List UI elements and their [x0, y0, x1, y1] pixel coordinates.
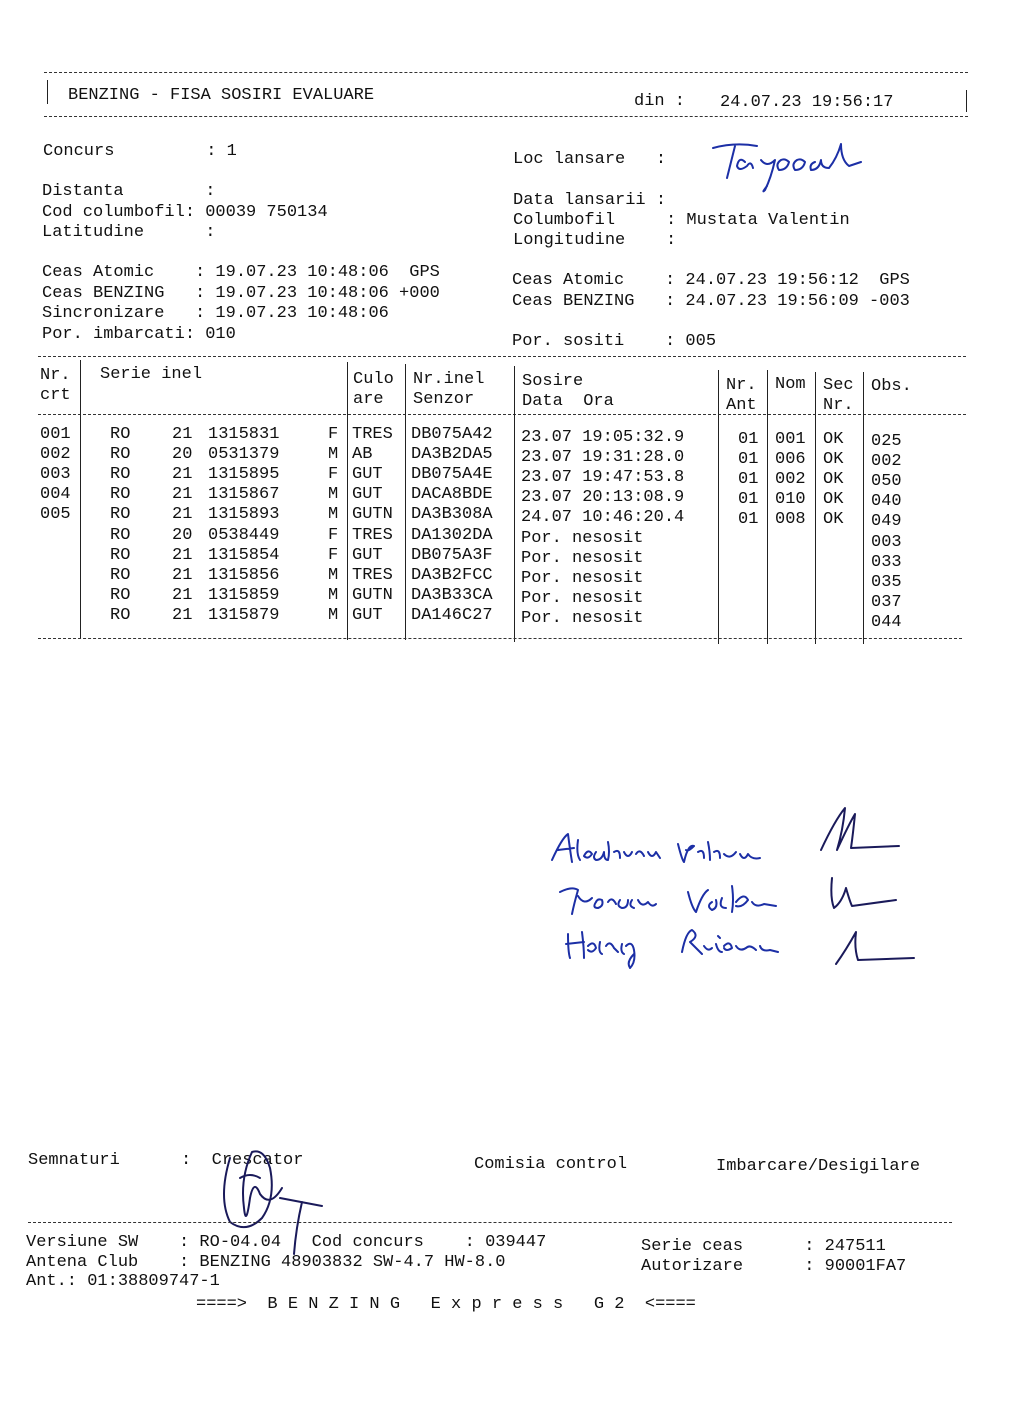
cell-an: 21: [172, 425, 193, 444]
ceas-benzing-right: Ceas BENZING : 24.07.23 19:56:09 -003: [512, 292, 910, 311]
cell-an: 20: [172, 445, 193, 465]
por-sositi-line: Por. sositi : 005: [512, 332, 717, 351]
benzing-express-banner: ====> B E N Z I N G E x p r e s s G 2 <====: [196, 1295, 696, 1314]
cell-senzor: DA146C27: [411, 605, 493, 625]
cell-sosire: Por. nesosit: [521, 568, 644, 588]
cell-sosire: Por. nesosit: [521, 528, 644, 548]
cell-nr: 001: [40, 425, 71, 444]
cell-serie: 1315856: [208, 565, 280, 585]
cell-an: 21: [172, 585, 193, 605]
cell-sec: OK: [823, 470, 844, 490]
cell-culoare: GUT: [352, 465, 383, 485]
cell-an: 21: [172, 545, 193, 565]
cell-culoare: AB: [352, 445, 373, 465]
cell-obs: 003: [871, 532, 902, 552]
cell-an: 21: [172, 485, 193, 505]
commission-signature-1: [815, 800, 905, 860]
cell-nom: 008: [775, 510, 806, 530]
commission-name-2-handwriting: [556, 878, 786, 928]
antena-club-line: Antena Club : BENZING 48903832 SW-4.7 HW-8.0: [26, 1253, 506, 1272]
col-sep-1: [80, 360, 81, 638]
comisia-control-label: Comisia control: [474, 1155, 628, 1174]
cell-sosire: 23.07 20:13:08.9: [521, 488, 685, 508]
cell-tara: RO: [110, 465, 131, 485]
cell-senzor: DACA8BDE: [411, 485, 493, 505]
cell-nom: 006: [775, 450, 806, 470]
col-sep-8: [863, 372, 864, 644]
col-header-obs: Obs.: [871, 377, 912, 396]
cell-sec: OK: [823, 430, 844, 449]
cell-sex: M: [328, 565, 339, 585]
cell-culoare: GUT: [352, 605, 383, 625]
versiune-sw-line: Versiune SW : RO-04.04 Cod concurs : 039447: [26, 1233, 547, 1252]
cell-sosire: Por. nesosit: [521, 608, 644, 628]
cell-tara: RO: [110, 505, 131, 525]
longitudine-line: Longitudine :: [513, 231, 677, 250]
cell-culoare: GUTN: [352, 505, 393, 525]
cell-sex: M: [328, 445, 339, 465]
cell-ant: 01: [738, 430, 759, 449]
semnaturi-line: Semnaturi : Crescator: [28, 1151, 304, 1170]
latitudine-line: Latitudine :: [42, 223, 216, 242]
sincronizare-line: Sincronizare : 19.07.23 10:48:06: [42, 304, 389, 323]
cell-serie: 1315895: [208, 465, 280, 485]
loc-lansare-handwriting: [705, 138, 865, 198]
col-header-sosire: Sosire Data Ora: [522, 372, 614, 411]
cell-serie: 1315879: [208, 605, 280, 625]
cell-an: 20: [172, 525, 193, 545]
autorizare-line: Autorizare : 90001FA7: [641, 1257, 907, 1276]
col-sep-5: [718, 370, 719, 644]
commission-name-3-handwriting: [562, 922, 802, 972]
col-header-serie: Serie inel: [100, 365, 203, 384]
ceas-atomic-left: Ceas Atomic : 19.07.23 10:48:06 GPS: [42, 263, 440, 282]
cell-sosire: 23.07 19:31:28.0: [521, 448, 685, 468]
footer-divider: [28, 1222, 952, 1223]
cell-obs: 049: [871, 512, 902, 532]
header-left-border: [47, 80, 48, 104]
cell-nom: 002: [775, 470, 806, 490]
cell-obs: 033: [871, 552, 902, 572]
cell-serie: 0538449: [208, 525, 280, 545]
cell-an: 21: [172, 465, 193, 485]
cell-culoare: GUTN: [352, 585, 393, 605]
col-sep-4: [514, 366, 515, 642]
cell-culoare: TRES: [352, 525, 393, 545]
cell-serie: 1315867: [208, 485, 280, 505]
cell-sosire: 23.07 19:47:53.8: [521, 468, 685, 488]
col-header-nom: Nom: [775, 375, 806, 394]
col-header-nr-inel: Nr.inel Senzor: [413, 370, 485, 409]
commission-signature-2: [822, 868, 902, 918]
cell-serie: 0531379: [208, 445, 280, 465]
cell-nom: 001: [775, 430, 806, 449]
cell-obs: 035: [871, 572, 902, 592]
cell-obs: 044: [871, 612, 902, 632]
col-sep-2: [347, 362, 348, 640]
cell-obs: 050: [871, 472, 902, 492]
header-bottom-border: [44, 116, 968, 117]
ceas-atomic-right: Ceas Atomic : 24.07.23 19:56:12 GPS: [512, 271, 910, 290]
cell-senzor: DA3B308A: [411, 505, 493, 525]
cell-nr: 002: [40, 445, 71, 465]
ant-line: Ant.: 01:38809747-1: [26, 1272, 220, 1291]
cell-ant: 01: [738, 470, 759, 490]
col-sep-7: [815, 372, 816, 644]
col-header-culoare: Culo are: [353, 370, 394, 409]
header-din-label: din :: [634, 92, 686, 111]
cell-sex: M: [328, 605, 339, 625]
table-header-divider: [38, 414, 966, 415]
cell-sec: OK: [823, 450, 844, 470]
cell-senzor: DB075A3F: [411, 545, 493, 565]
por-imbarcati-line: Por. imbarcati: 010: [42, 325, 236, 344]
cell-sosire: 23.07 19:05:32.9: [521, 428, 685, 447]
cell-senzor: DA3B2FCC: [411, 565, 493, 585]
imbarcare-label: Imbarcare/Desigilare: [716, 1157, 921, 1176]
cell-culoare: TRES: [352, 565, 393, 585]
cell-an: 21: [172, 505, 193, 525]
cell-obs: 037: [871, 592, 902, 612]
cell-ant: 01: [738, 450, 759, 470]
cell-tara: RO: [110, 545, 131, 565]
cell-sex: M: [328, 505, 339, 525]
cell-tara: RO: [110, 605, 131, 625]
header-top-border: [44, 72, 968, 73]
cell-ant: 01: [738, 510, 759, 530]
cell-an: 21: [172, 565, 193, 585]
data-lansarii-line: Data lansarii :: [513, 191, 667, 210]
cell-nr: 004: [40, 485, 71, 505]
header-title: BENZING - FISA SOSIRI EVALUARE: [68, 86, 375, 105]
cell-serie: 1315893: [208, 505, 280, 525]
loc-lansare-line: Loc lansare :: [513, 150, 667, 169]
cell-tara: RO: [110, 425, 131, 444]
cell-sex: M: [328, 485, 339, 505]
col-sep-6: [767, 370, 768, 644]
cell-obs: 025: [871, 432, 902, 451]
col-header-sec: Sec Nr.: [823, 376, 854, 415]
table-bottom-border: [38, 638, 962, 639]
cell-sosire: 24.07 10:46:20.4: [521, 508, 685, 528]
table-top-border: [38, 356, 966, 357]
cell-senzor: DB075A42: [411, 425, 493, 444]
serie-ceas-line: Serie ceas : 247511: [641, 1237, 886, 1256]
cell-serie: 1315854: [208, 545, 280, 565]
cell-tara: RO: [110, 485, 131, 505]
cell-serie: 1315859: [208, 585, 280, 605]
cell-obs: 040: [871, 492, 902, 512]
ceas-benzing-left: Ceas BENZING : 19.07.23 10:48:06 +000: [42, 284, 440, 303]
col-sep-3: [405, 364, 406, 640]
cell-culoare: GUT: [352, 485, 383, 505]
cell-nom: 010: [775, 490, 806, 510]
cell-sec: OK: [823, 510, 844, 530]
cell-nr: 003: [40, 465, 71, 485]
commission-signature-3: [830, 924, 920, 974]
concurs-line: Concurs : 1: [43, 142, 237, 161]
cell-senzor: DB075A4E: [411, 465, 493, 485]
cell-sosire: Por. nesosit: [521, 548, 644, 568]
cell-obs: 002: [871, 452, 902, 472]
cell-tara: RO: [110, 525, 131, 545]
cell-nr: 005: [40, 505, 71, 525]
distanta-line: Distanta :: [42, 182, 216, 201]
cell-sec: OK: [823, 490, 844, 510]
cell-ant: 01: [738, 490, 759, 510]
cell-sex: F: [328, 545, 339, 565]
cell-senzor: DA1302DA: [411, 525, 493, 545]
col-header-nr-ant: Nr. Ant: [726, 376, 757, 415]
cell-sosire: Por. nesosit: [521, 588, 644, 608]
cell-tara: RO: [110, 445, 131, 465]
cell-sex: F: [328, 525, 339, 545]
cod-columbofil-line: Cod columbofil: 00039 750134: [42, 203, 328, 222]
cell-sex: F: [328, 465, 339, 485]
cell-senzor: DA3B33CA: [411, 585, 493, 605]
header-right-border: [966, 90, 967, 112]
cell-senzor: DA3B2DA5: [411, 445, 493, 465]
col-header-nr: Nr. crt: [40, 366, 71, 405]
columbofil-line: Columbofil : Mustata Valentin: [513, 211, 850, 230]
header-din-value: 24.07.23 19:56:17: [720, 93, 894, 112]
cell-sex: F: [328, 425, 339, 444]
commission-name-1-handwriting: [548, 830, 768, 880]
cell-tara: RO: [110, 565, 131, 585]
cell-culoare: GUT: [352, 545, 383, 565]
cell-an: 21: [172, 605, 193, 625]
cell-sex: M: [328, 585, 339, 605]
cell-serie: 1315831: [208, 425, 280, 444]
cell-tara: RO: [110, 585, 131, 605]
cell-culoare: TRES: [352, 425, 393, 444]
